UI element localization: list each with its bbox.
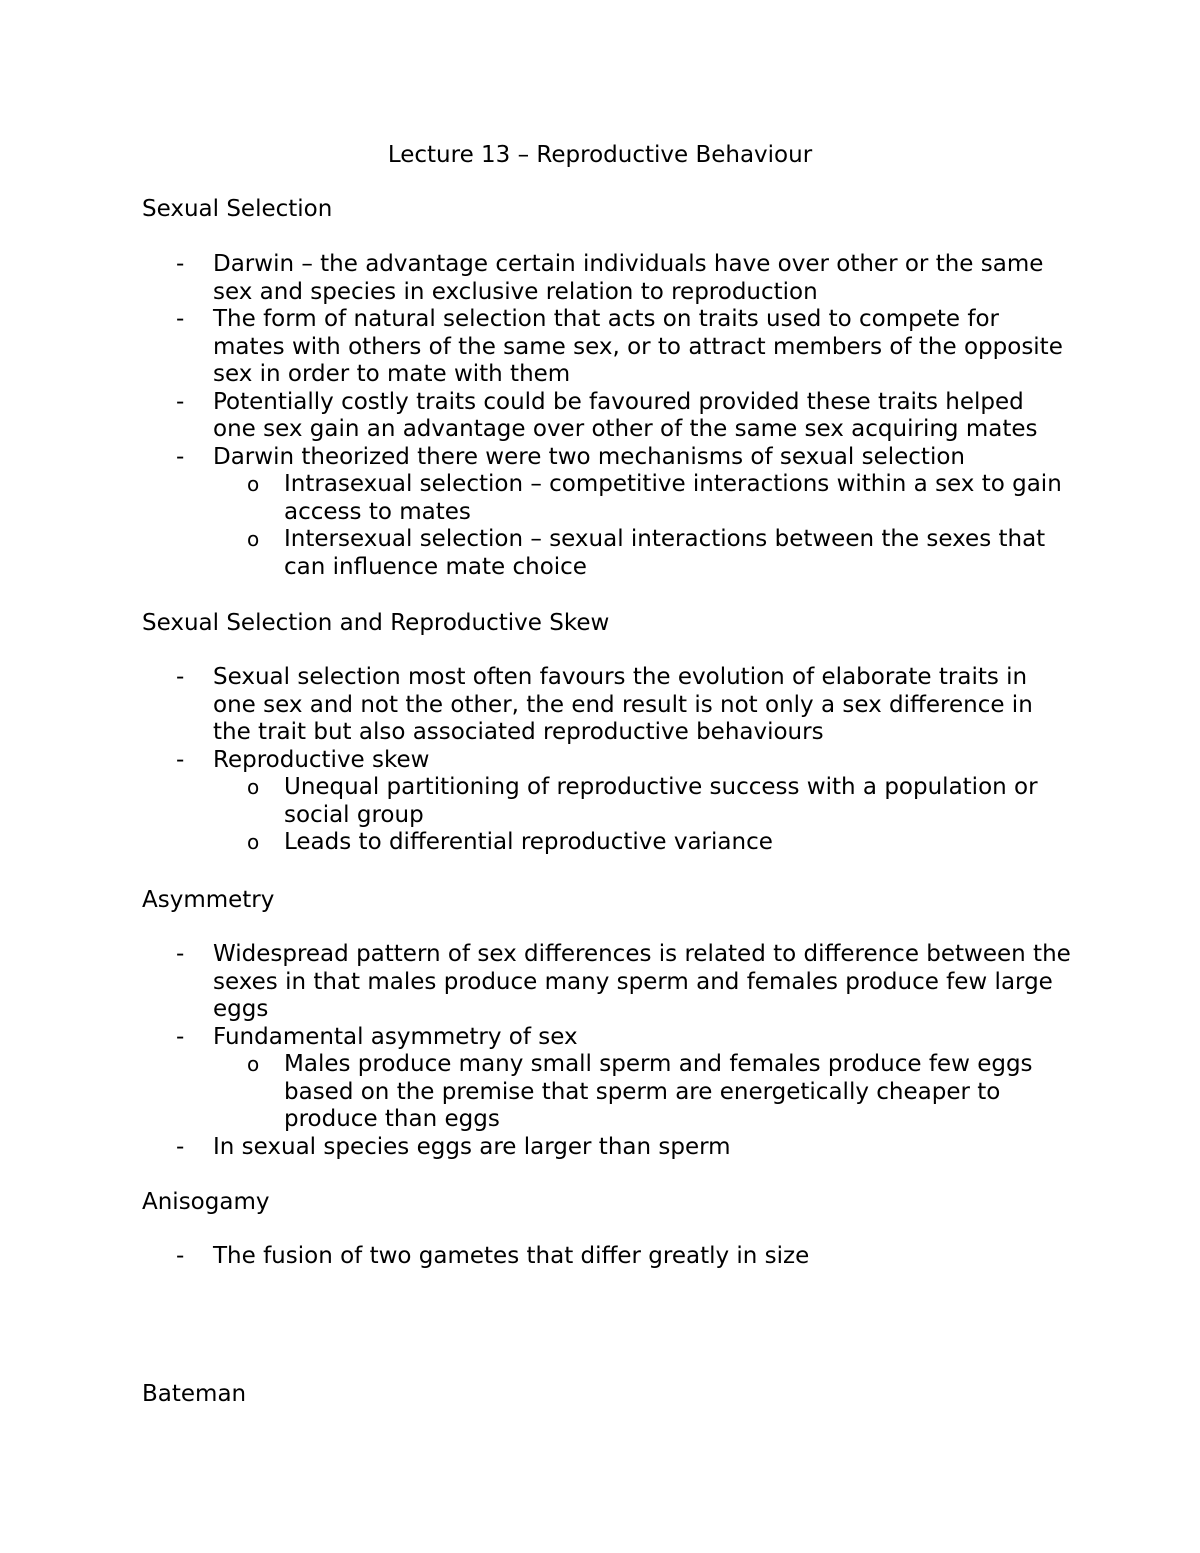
bullet-marker: - (176, 306, 185, 332)
section-heading: Asymmetry (142, 887, 275, 913)
sub-list-item-text: Leads to differential reproductive variance (284, 829, 773, 855)
list-item (0, 306, 1073, 389)
list-item-text: Darwin – the advantage certain individuals have over other or the same sex and species in exclusive relation to reproduction (213, 251, 1044, 305)
bullet-list (0, 1243, 1200, 1271)
bullet-marker: - (176, 443, 185, 470)
list-item (0, 664, 1073, 747)
sub-list-item-text: Males produce many small sperm and females produce few eggs based on the premise that sperm are energetically cheaper to produce than eggs (284, 1051, 1033, 1132)
section-heading: Anisogamy (142, 1189, 270, 1215)
bullet-marker: - (176, 664, 185, 690)
list-item-text: Sexual selection most often favours the evolution of elaborate traits in one sex and not the other, the end result is not only a sex difference in the trait but also associated reproductive behaviours (213, 664, 1033, 745)
sub-list-item-text: Intersexual selection – sexual interactions between the sexes that can influence mate choice (284, 526, 1046, 580)
list-item (0, 251, 1073, 306)
sub-list-item-text: Unequal partitioning of reproductive success with a population or social group (284, 774, 1038, 828)
list-item-text: The fusion of two gametes that differ greatly in size (213, 1243, 810, 1269)
list-item-text: Reproductive skew (213, 746, 430, 773)
bullet-list (0, 941, 1200, 1161)
list-item-text: Potentially costly traits could be favoured provided these traits helped one sex gain an advantage over other of the same sex acquiring mates (213, 388, 1038, 442)
bullet-list (0, 251, 1200, 581)
list-item-text: The form of natural selection that acts on traits used to compete for mates with others of the same sex, or to attract members of the opposite sex in order to mate with them (213, 306, 1063, 387)
list-item-text: Darwin theorized there were two mechanisms of sexual selection (213, 443, 965, 470)
list-item-text: Widespread pattern of sex differences is related to difference between the sexes in that males produce many sperm and females produce few large eggs (213, 941, 1071, 1022)
sub-list-item (0, 526, 1074, 581)
sub-bullet-marker: o (247, 1052, 260, 1076)
sub-bullet-marker: o (247, 775, 260, 799)
list-item (0, 1243, 1073, 1271)
sub-list-item (0, 471, 1074, 526)
list-item-text: In sexual species eggs are larger than sperm (213, 1133, 731, 1160)
list-item (0, 747, 1073, 775)
list-item (0, 389, 1073, 444)
bullet-marker: - (176, 251, 185, 277)
bullet-marker: - (176, 388, 185, 415)
bullet-marker: - (176, 1023, 185, 1050)
bullet-list (0, 664, 1200, 857)
sub-bullet-marker: o (247, 527, 260, 551)
section-heading: Bateman (142, 1381, 247, 1407)
document-title: Lecture 13 – Reproductive Behaviour (387, 142, 813, 168)
list-item (0, 1134, 1073, 1162)
bullet-marker: - (176, 941, 185, 967)
section-heading: Sexual Selection (142, 196, 333, 222)
section-heading: Sexual Selection and Reproductive Skew (142, 610, 610, 636)
sub-list-item (0, 829, 1074, 857)
list-item (0, 444, 1073, 472)
bullet-marker: - (176, 1243, 185, 1269)
bullet-marker: - (176, 1133, 185, 1160)
list-item (0, 941, 1073, 1024)
sub-list-item (0, 1051, 1074, 1134)
bullet-marker: - (176, 746, 185, 773)
list-item (0, 1024, 1073, 1052)
sub-list-item (0, 774, 1074, 829)
sub-bullet-marker: o (247, 472, 260, 496)
sub-list-item-text: Intrasexual selection – competitive interactions within a sex to gain access to mates (284, 471, 1062, 525)
list-item-text: Fundamental asymmetry of sex (213, 1023, 578, 1050)
sub-bullet-marker: o (247, 830, 260, 854)
